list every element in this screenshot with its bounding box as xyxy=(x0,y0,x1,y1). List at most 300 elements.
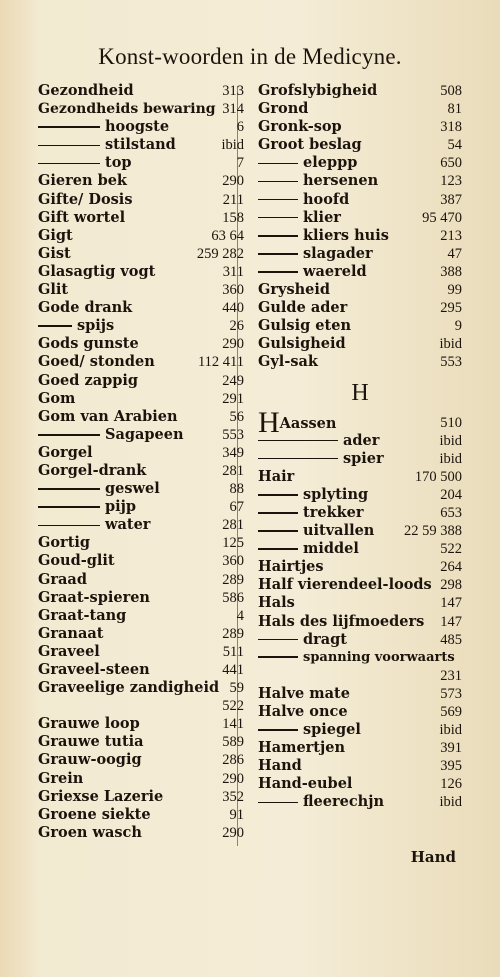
page-ref: 573 xyxy=(440,685,462,702)
index-entry xyxy=(258,468,462,486)
entry-term xyxy=(38,480,160,498)
index-entry xyxy=(38,625,244,643)
index-entry xyxy=(38,516,244,534)
entry-term xyxy=(258,353,318,371)
repeat-dash xyxy=(258,163,298,165)
entry-term xyxy=(38,715,140,733)
repeat-dash xyxy=(38,163,100,165)
entry-text: Gortig xyxy=(38,534,91,552)
page-ref: 290 xyxy=(222,336,244,353)
index-entry xyxy=(258,522,462,540)
entry-text: Graad xyxy=(38,570,87,588)
entry-term xyxy=(258,100,308,118)
entry-text: hoofd xyxy=(303,190,350,208)
index-entry xyxy=(258,191,462,209)
repeat-dash xyxy=(258,458,338,460)
entry-term xyxy=(258,558,324,576)
page-ref: 81 xyxy=(447,101,462,118)
entry-text: geswel xyxy=(105,480,160,498)
repeat-dash xyxy=(38,325,72,327)
index-entry xyxy=(38,227,244,245)
entry-text: Graveel xyxy=(38,642,100,660)
index-entry xyxy=(38,534,244,552)
entry-text: Gezondheid xyxy=(38,82,134,99)
page-ref: ibid xyxy=(439,722,462,739)
page-ref: 395 xyxy=(440,758,462,775)
page-ref: 290 xyxy=(222,173,244,190)
index-entry xyxy=(258,335,462,353)
entry-text: Goed zappig xyxy=(38,371,139,389)
entry-term xyxy=(38,625,103,643)
index-entry xyxy=(38,824,244,842)
index-entry xyxy=(38,480,244,498)
entry-text: Hamertjen xyxy=(258,739,346,757)
index-entry xyxy=(38,372,244,390)
page-ref: 510 xyxy=(440,414,462,431)
page-ref: 126 xyxy=(440,776,462,793)
repeat-dash xyxy=(258,656,298,658)
index-entry xyxy=(258,227,462,245)
index-entry xyxy=(38,136,244,154)
entry-text: Aassen xyxy=(279,414,337,432)
repeat-dash xyxy=(38,525,100,527)
page-ref: 290 xyxy=(222,770,244,787)
index-entry xyxy=(258,82,462,100)
index-entry xyxy=(38,571,244,589)
index-entry xyxy=(38,607,244,625)
entry-text: Gift wortel xyxy=(38,208,126,226)
entry-text: Half vierendeel-loods xyxy=(258,576,432,594)
entry-text: waereld xyxy=(303,262,367,280)
entry-term xyxy=(38,788,163,806)
entry-term xyxy=(38,372,138,390)
entry-text: spier xyxy=(343,449,384,467)
entry-term xyxy=(258,245,373,263)
entry-term xyxy=(258,405,337,439)
entry-text: Gom van Arabien xyxy=(38,407,178,425)
index-entry xyxy=(38,462,244,480)
entry-term xyxy=(38,516,150,534)
page-ref: 511 xyxy=(222,643,244,660)
index-entry xyxy=(258,263,462,281)
index-entry xyxy=(258,118,462,136)
page-ref: 259 282 xyxy=(196,245,244,262)
repeat-dash xyxy=(258,217,298,219)
entry-text: Goed/ stonden xyxy=(38,353,155,371)
entry-text: Gifte/ Dosis xyxy=(38,190,133,208)
index-entry xyxy=(258,649,462,667)
entry-term xyxy=(258,685,350,703)
entry-text: Halve mate xyxy=(258,684,350,702)
index-entry xyxy=(258,405,462,439)
entry-text: Gulsigheid xyxy=(258,335,346,353)
entry-term xyxy=(38,263,155,281)
page-ref: 290 xyxy=(222,824,244,841)
entry-term xyxy=(38,770,83,788)
entry-term xyxy=(258,450,384,468)
repeat-dash xyxy=(258,181,298,183)
entry-term xyxy=(38,335,139,353)
page-ref: ibid xyxy=(439,450,462,467)
entry-text: Graveelige zandigheid xyxy=(38,679,220,697)
page-ref: 67 xyxy=(229,499,244,516)
entry-term xyxy=(258,335,346,353)
index-entry xyxy=(38,390,244,408)
page-ref: 360 xyxy=(222,553,244,570)
entry-term xyxy=(38,534,90,552)
index-entry xyxy=(258,721,462,739)
entry-term xyxy=(258,317,351,335)
page-ref: ibid xyxy=(439,794,462,811)
entry-text: Gist xyxy=(38,244,71,262)
page-ref: 295 xyxy=(440,300,462,317)
page-ref: 123 xyxy=(440,173,462,190)
catchword: Hand xyxy=(410,848,456,866)
entry-text: Grein xyxy=(38,769,84,787)
entry-term xyxy=(38,299,132,317)
index-entry xyxy=(38,353,244,371)
entry-term xyxy=(258,613,424,631)
page-ref: ibid xyxy=(221,137,244,154)
entry-term xyxy=(38,154,132,172)
page-ref: 141 xyxy=(222,716,244,733)
index-entry xyxy=(258,613,462,631)
index-entry xyxy=(38,733,244,751)
index-entry xyxy=(38,154,244,172)
entry-term xyxy=(38,806,151,824)
entry-text: Gieren bek xyxy=(38,172,127,190)
page-ref: 508 xyxy=(440,83,462,99)
section-letter: H xyxy=(351,379,369,406)
entry-text: Granaat xyxy=(38,624,104,642)
page-ref: 281 xyxy=(222,462,244,479)
entry-term xyxy=(38,191,132,209)
entry-term xyxy=(258,432,379,450)
repeat-dash xyxy=(38,488,100,490)
entry-text: slagader xyxy=(303,244,373,262)
entry-term xyxy=(258,576,432,594)
entry-text: Gigt xyxy=(38,226,73,244)
index-entry xyxy=(258,757,462,775)
index-entry xyxy=(258,245,462,263)
entry-text: Gulsig eten xyxy=(258,317,351,335)
index-entry xyxy=(258,667,462,685)
index-entry xyxy=(258,703,462,721)
entry-term xyxy=(38,552,115,570)
page-ref: 22 59 388 xyxy=(404,523,462,540)
page-ref: 147 xyxy=(440,613,462,630)
page-ref: 387 xyxy=(440,191,462,208)
index-entry xyxy=(38,245,244,263)
entry-term xyxy=(38,444,93,462)
index-entry xyxy=(258,685,462,703)
entry-term xyxy=(258,172,378,190)
index-entry xyxy=(258,793,462,811)
right-column xyxy=(258,82,462,812)
index-entry xyxy=(258,739,462,757)
entry-term xyxy=(258,793,384,811)
page-ref: 249 xyxy=(222,372,244,389)
repeat-dash xyxy=(258,271,298,273)
entry-term xyxy=(258,209,341,227)
index-entry xyxy=(38,118,244,136)
page-ref: 522 xyxy=(222,698,244,715)
entry-term xyxy=(38,100,216,118)
page-ref: ibid xyxy=(439,432,462,449)
entry-term xyxy=(38,136,176,154)
index-entry xyxy=(38,191,244,209)
entry-text: Griexse Lazerie xyxy=(38,787,164,805)
index-entry xyxy=(38,806,244,824)
page-ref: 653 xyxy=(440,504,462,521)
page-ref: 311 xyxy=(222,263,244,280)
repeat-dash xyxy=(258,802,298,804)
entry-text: Hairtjes xyxy=(258,558,324,576)
repeat-dash xyxy=(258,639,298,641)
entry-term xyxy=(38,390,75,408)
entry-term xyxy=(258,227,389,245)
index-entry xyxy=(38,82,244,100)
index-entry xyxy=(258,504,462,522)
entry-text: Hair xyxy=(258,467,295,485)
entry-term xyxy=(38,661,150,679)
entry-term xyxy=(258,504,364,522)
index-entry xyxy=(38,263,244,281)
page-ref: ibid xyxy=(439,336,462,353)
repeat-dash xyxy=(258,512,298,514)
page-ref: 158 xyxy=(222,209,244,226)
entry-term xyxy=(258,263,367,281)
page-ref: 211 xyxy=(222,191,244,208)
index-entry xyxy=(38,498,244,516)
page-ref: 204 xyxy=(440,486,462,503)
page-ref: 349 xyxy=(222,444,244,461)
entry-text: Grauwe tutia xyxy=(38,733,144,751)
entry-text: fleerechjn xyxy=(303,793,385,811)
page-ref: 281 xyxy=(222,517,244,534)
index-entry xyxy=(38,661,244,679)
entry-text: Gulde ader xyxy=(258,299,348,317)
repeat-dash xyxy=(258,235,298,237)
entry-term xyxy=(38,426,184,444)
index-entry xyxy=(258,136,462,154)
entry-text: spiegel xyxy=(303,721,361,739)
entry-term xyxy=(38,82,134,100)
entry-text: trekker xyxy=(303,503,364,521)
entry-text: Hals xyxy=(258,594,295,612)
page-ref: 147 xyxy=(440,595,462,612)
entry-text: Groene siekte xyxy=(38,805,151,823)
entry-text: Gods gunste xyxy=(38,335,139,353)
page-ref: 9 xyxy=(454,318,462,335)
entry-term xyxy=(38,571,87,589)
entry-term xyxy=(258,82,377,100)
index-entry xyxy=(258,100,462,118)
initial-letter: H xyxy=(258,405,280,439)
index-entry xyxy=(258,631,462,649)
entry-text: Gorgel-drank xyxy=(38,461,147,479)
page-ref: 59 xyxy=(229,680,244,697)
entry-text: spijs xyxy=(77,317,115,335)
entry-term xyxy=(38,679,219,697)
right-h-entries xyxy=(258,405,462,812)
page-ref: 54 xyxy=(447,137,462,154)
index-entry xyxy=(258,317,462,335)
index-entry xyxy=(258,353,462,371)
repeat-dash xyxy=(38,434,100,436)
entry-term xyxy=(258,631,347,649)
index-entry xyxy=(38,317,244,335)
entry-term xyxy=(38,209,125,227)
page-ref: 440 xyxy=(222,300,244,317)
index-entry xyxy=(258,486,462,504)
index-entry xyxy=(258,450,462,468)
index-entry xyxy=(38,408,244,426)
page-ref: 313 xyxy=(222,83,244,99)
entry-term xyxy=(38,408,178,426)
entry-text: Grond xyxy=(258,100,309,118)
repeat-dash xyxy=(38,145,100,147)
index-entry xyxy=(38,751,244,769)
page-ref: 589 xyxy=(222,734,244,751)
entry-text: Glit xyxy=(38,281,69,299)
entry-term xyxy=(258,649,455,667)
page-ref: 286 xyxy=(222,752,244,769)
page-ref: 112 411 xyxy=(197,354,244,371)
entry-term xyxy=(38,751,142,769)
entry-term xyxy=(38,118,169,136)
entry-text: Graat-tang xyxy=(38,606,127,624)
entry-term xyxy=(258,118,342,136)
entry-term xyxy=(258,721,361,739)
entry-term xyxy=(38,281,68,299)
index-entry xyxy=(258,775,462,793)
index-entry xyxy=(258,172,462,190)
repeat-dash xyxy=(258,199,298,201)
index-entry xyxy=(38,715,244,733)
page-ref: 170 500 xyxy=(414,468,462,485)
index-entry xyxy=(38,299,244,317)
page-ref: 441 xyxy=(222,662,244,678)
entry-text: Groot beslag xyxy=(258,136,362,154)
entry-term xyxy=(38,353,155,371)
repeat-dash xyxy=(38,506,100,508)
entry-term xyxy=(258,191,349,209)
page-ref: 95 470 xyxy=(422,209,462,226)
index-entry xyxy=(38,444,244,462)
repeat-dash xyxy=(258,548,298,550)
index-entry xyxy=(38,100,244,118)
page-ref: 125 xyxy=(222,535,244,552)
index-entry xyxy=(38,589,244,607)
entry-text: Grysheid xyxy=(258,281,331,299)
entry-text: middel xyxy=(303,540,359,558)
entry-text: Graveel-steen xyxy=(38,661,150,678)
page-ref: 586 xyxy=(222,589,244,606)
entry-text: Grauw-oogig xyxy=(38,751,142,769)
entry-term xyxy=(38,607,126,625)
index-entry xyxy=(258,281,462,299)
page-ref: 553 xyxy=(222,426,244,443)
page-ref: 99 xyxy=(447,282,462,299)
entry-text: Halve once xyxy=(258,703,348,720)
entry-text: uitvallen xyxy=(303,522,375,540)
index-entry xyxy=(38,788,244,806)
page-ref: 56 xyxy=(229,408,244,425)
entry-term xyxy=(38,643,100,661)
index-entry xyxy=(258,576,462,594)
page-ref: 360 xyxy=(222,282,244,299)
index-entry xyxy=(258,540,462,558)
entry-text: Hand xyxy=(258,757,302,775)
repeat-dash xyxy=(258,729,298,731)
page-ref: 88 xyxy=(229,481,244,498)
entry-term xyxy=(38,589,150,607)
entry-text: ader xyxy=(343,431,380,449)
page-ref: 553 xyxy=(440,354,462,371)
page-ref: 26 xyxy=(229,318,244,335)
page-header: Konst-woorden in de Medicyne. xyxy=(98,44,402,69)
index-entry xyxy=(38,552,244,570)
entry-term xyxy=(38,733,144,751)
index-entry xyxy=(38,697,244,715)
entry-term xyxy=(258,739,345,757)
entry-term xyxy=(38,498,136,516)
page-ref: 7 xyxy=(236,155,244,172)
entry-term xyxy=(38,172,127,190)
index-entry xyxy=(38,172,244,190)
right-g-entries xyxy=(258,82,462,372)
entry-text: Hals des lijfmoeders xyxy=(258,612,425,630)
index-entry xyxy=(258,558,462,576)
entry-text: Gorgel xyxy=(38,443,93,461)
repeat-dash xyxy=(258,530,298,532)
entry-term xyxy=(38,227,73,245)
repeat-dash xyxy=(258,440,338,442)
entry-text: hoogste xyxy=(105,118,170,136)
entry-term xyxy=(258,594,295,612)
entry-term xyxy=(38,462,146,480)
page-ref: 213 xyxy=(440,227,462,244)
index-entry xyxy=(258,209,462,227)
entry-text: Gyl-sak xyxy=(258,353,318,371)
entry-term xyxy=(258,281,330,299)
entry-text: pijp xyxy=(105,498,137,516)
page-ref: 388 xyxy=(440,263,462,280)
page-ref: 485 xyxy=(440,631,462,648)
entry-text: kliers huis xyxy=(303,226,389,244)
repeat-dash xyxy=(258,494,298,496)
entry-term xyxy=(258,540,359,558)
left-column xyxy=(38,82,244,842)
page-ref: 569 xyxy=(440,704,462,720)
entry-term xyxy=(258,522,374,540)
index-entry xyxy=(38,770,244,788)
index-entry xyxy=(38,209,244,227)
page-ref: 298 xyxy=(440,577,462,594)
entry-text: Hand-eubel xyxy=(258,775,353,793)
entry-term xyxy=(258,154,357,172)
entry-term xyxy=(258,136,362,154)
page-ref: 291 xyxy=(222,390,244,407)
page-ref: 314 xyxy=(222,101,244,118)
page-ref: 289 xyxy=(222,571,244,588)
entry-text: water xyxy=(105,516,151,534)
entry-text: Gronk-sop xyxy=(258,118,342,136)
entry-text: Sagapeen xyxy=(105,425,184,443)
entry-term xyxy=(38,317,114,335)
entry-term xyxy=(258,486,368,504)
